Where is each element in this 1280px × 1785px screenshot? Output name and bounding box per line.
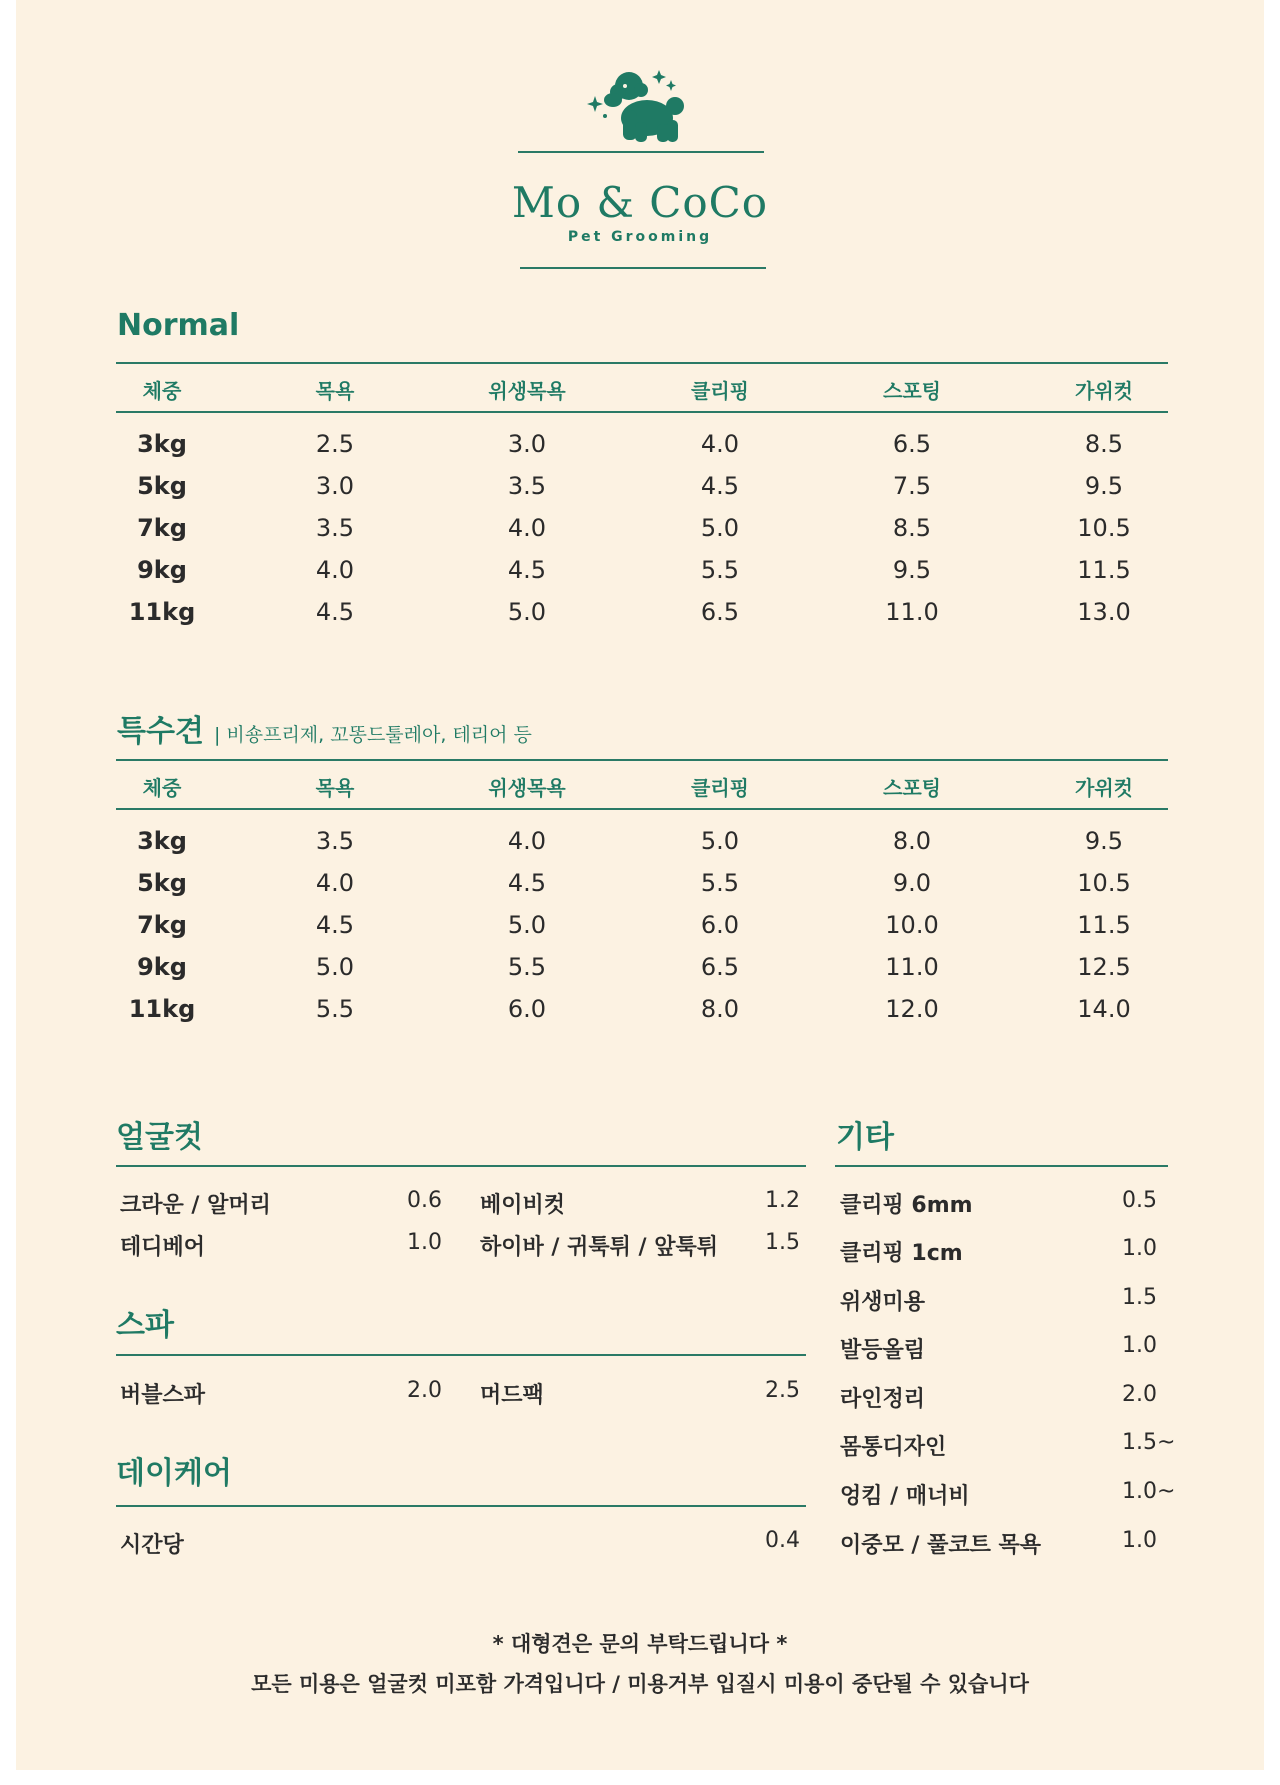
list-item: 라인정리: [840, 1387, 926, 1412]
price-cell: 5.5: [700, 556, 740, 584]
price-cell: 5.5: [315, 995, 355, 1023]
table-row: [0, 514, 1280, 556]
price-cell: 11.5: [1077, 911, 1131, 939]
col-header-weight: 체중: [142, 776, 182, 800]
item-price: 0.6: [407, 1188, 442, 1213]
price-cell: 4.5: [507, 869, 547, 897]
table-row: [0, 430, 1280, 472]
item-price: 2.0: [407, 1378, 442, 1403]
col-header-bath: 목욕: [315, 776, 355, 800]
table-top-rule: [116, 759, 1168, 761]
table-header-rule: [116, 411, 1168, 413]
price-cell: 9.5: [1084, 472, 1124, 500]
price-cell: 8.0: [892, 827, 932, 855]
list-item: 테디베어: [120, 1235, 206, 1260]
item-price: 1.5~: [1122, 1430, 1176, 1455]
item-price: 1.0: [407, 1230, 442, 1255]
price-cell: 5.0: [315, 953, 355, 981]
table-row: [0, 598, 1280, 640]
price-cell: 5.0: [700, 514, 740, 542]
dog-sparkle-icon: [585, 70, 695, 150]
price-cell: 6.0: [507, 995, 547, 1023]
section-title-spa: 스파: [116, 1308, 174, 1343]
price-cell: 6.0: [700, 911, 740, 939]
section-rule: [835, 1165, 1168, 1167]
price-cell: 4.0: [315, 869, 355, 897]
col-header-clipping: 클리핑: [691, 776, 749, 800]
price-cell: 5.0: [700, 827, 740, 855]
list-item: 발등올림: [840, 1338, 926, 1363]
section-title-etc: 기타: [836, 1120, 894, 1155]
col-header-sporting: 스포팅: [883, 379, 941, 403]
price-cell: 5.0: [507, 911, 547, 939]
item-price: 1.2: [765, 1188, 800, 1213]
weight-cell: 5kg: [137, 869, 187, 897]
table-header-rule: [116, 808, 1168, 810]
price-cell: 13.0: [1077, 598, 1131, 626]
logo-divider-top: [518, 151, 764, 153]
price-cell: 5.5: [507, 953, 547, 981]
section-rule: [116, 1354, 806, 1356]
price-cell: 4.5: [315, 911, 355, 939]
list-item: 베이비컷: [480, 1193, 566, 1218]
weight-cell: 3kg: [137, 827, 187, 855]
list-item: 버블스파: [120, 1383, 206, 1408]
brand-name: Mo & CoCo: [511, 178, 769, 227]
section-rule: [116, 1165, 806, 1167]
table-row: [0, 911, 1280, 953]
logo-divider-bottom: [520, 267, 766, 269]
logo: [0, 70, 1280, 150]
weight-cell: 7kg: [137, 911, 187, 939]
section-title-normal: Normal: [117, 308, 240, 343]
price-cell: 11.0: [885, 598, 939, 626]
list-item: 크라운 / 알머리: [120, 1193, 271, 1218]
price-cell: 4.5: [700, 472, 740, 500]
price-cell: 8.5: [1084, 430, 1124, 458]
price-cell: 11.0: [885, 953, 939, 981]
price-cell: 3.5: [315, 514, 355, 542]
price-cell: 4.0: [700, 430, 740, 458]
price-cell: 12.0: [885, 995, 939, 1023]
item-price: 1.0: [1122, 1333, 1157, 1358]
col-header-hygiene-bath: 위생목욕: [488, 379, 566, 403]
footnote-large-dogs: * 대형견은 문의 부탁드립니다 *: [492, 1632, 788, 1656]
special-breeds-note: | 비숑프리제, 꼬똥드툴레아, 테리어 등: [213, 724, 532, 746]
price-cell: 2.5: [315, 430, 355, 458]
price-cell: 10.5: [1077, 514, 1131, 542]
weight-cell: 9kg: [137, 953, 187, 981]
price-cell: 7.5: [892, 472, 932, 500]
weight-cell: 5kg: [137, 472, 187, 500]
col-header-clipping: 클리핑: [691, 379, 749, 403]
col-header-scissor-cut: 가위컷: [1075, 776, 1133, 800]
price-cell: 10.0: [885, 911, 939, 939]
price-cell: 8.5: [892, 514, 932, 542]
item-price: 0.4: [765, 1528, 800, 1553]
footnote-policy: 모든 미용은 얼굴컷 미포함 가격입니다 / 미용거부 입질시 미용이 중단될 수 있습니다: [251, 1672, 1029, 1696]
list-item: 위생미용: [840, 1290, 926, 1315]
col-header-hygiene-bath: 위생목욕: [488, 776, 566, 800]
col-header-scissor-cut: 가위컷: [1075, 379, 1133, 403]
price-cell: 14.0: [1077, 995, 1131, 1023]
price-cell: 4.5: [507, 556, 547, 584]
price-cell: 4.0: [507, 514, 547, 542]
price-cell: 12.5: [1077, 953, 1131, 981]
item-price: 2.5: [765, 1378, 800, 1403]
price-cell: 9.5: [1084, 827, 1124, 855]
list-item: 이중모 / 풀코트 목욕: [840, 1533, 1042, 1558]
price-cell: 4.0: [315, 556, 355, 584]
list-item: 하이바 / 귀툭튀 / 앞툭튀: [480, 1235, 718, 1260]
price-cell: 10.5: [1077, 869, 1131, 897]
section-title-special: [117, 706, 532, 750]
price-cell: 6.5: [700, 953, 740, 981]
item-price: 2.0: [1122, 1382, 1157, 1407]
price-cell: 3.0: [315, 472, 355, 500]
section-rule: [116, 1505, 806, 1507]
list-item: 클리핑 6mm: [840, 1193, 973, 1218]
price-cell: 5.0: [507, 598, 547, 626]
table-row: [0, 472, 1280, 514]
price-cell: 9.0: [892, 869, 932, 897]
item-price: 1.0: [1122, 1528, 1157, 1553]
item-price: 1.5: [765, 1230, 800, 1255]
price-cell: 5.5: [700, 869, 740, 897]
col-header-sporting: 스포팅: [883, 776, 941, 800]
price-cell: 8.0: [700, 995, 740, 1023]
item-price: 1.0~: [1122, 1479, 1176, 1504]
special-title-text: 특수견: [117, 714, 204, 749]
weight-cell: 11kg: [128, 995, 196, 1023]
brand-tagline: Pet Grooming: [567, 229, 713, 245]
weight-cell: 9kg: [137, 556, 187, 584]
table-top-rule: [116, 362, 1168, 364]
price-cell: 11.5: [1077, 556, 1131, 584]
table-row: [0, 827, 1280, 869]
price-cell: 3.0: [507, 430, 547, 458]
price-cell: 3.5: [315, 827, 355, 855]
col-header-bath: 목욕: [315, 379, 355, 403]
col-header-weight: 체중: [142, 379, 182, 403]
price-cell: 9.5: [892, 556, 932, 584]
price-cell: 6.5: [700, 598, 740, 626]
table-row: [0, 953, 1280, 995]
price-cell: 3.5: [507, 472, 547, 500]
weight-cell: 7kg: [137, 514, 187, 542]
item-price: 0.5: [1122, 1188, 1157, 1213]
weight-cell: 3kg: [137, 430, 187, 458]
section-title-daycare: 데이케어: [116, 1456, 232, 1491]
table-row: [0, 869, 1280, 911]
price-cell: 4.5: [315, 598, 355, 626]
list-item: 시간당: [120, 1533, 184, 1558]
price-cell: 6.5: [892, 430, 932, 458]
table-row: [0, 995, 1280, 1037]
list-item: 머드팩: [480, 1383, 544, 1408]
list-item: 클리핑 1cm: [840, 1241, 963, 1266]
list-item: 몸통디자인: [840, 1435, 947, 1460]
list-item: 엉킴 / 매너비: [840, 1484, 970, 1509]
section-title-face-cut: 얼굴컷: [116, 1120, 203, 1155]
price-cell: 4.0: [507, 827, 547, 855]
item-price: 1.0: [1122, 1236, 1157, 1261]
item-price: 1.5: [1122, 1285, 1157, 1310]
table-row: [0, 556, 1280, 598]
weight-cell: 11kg: [128, 598, 196, 626]
